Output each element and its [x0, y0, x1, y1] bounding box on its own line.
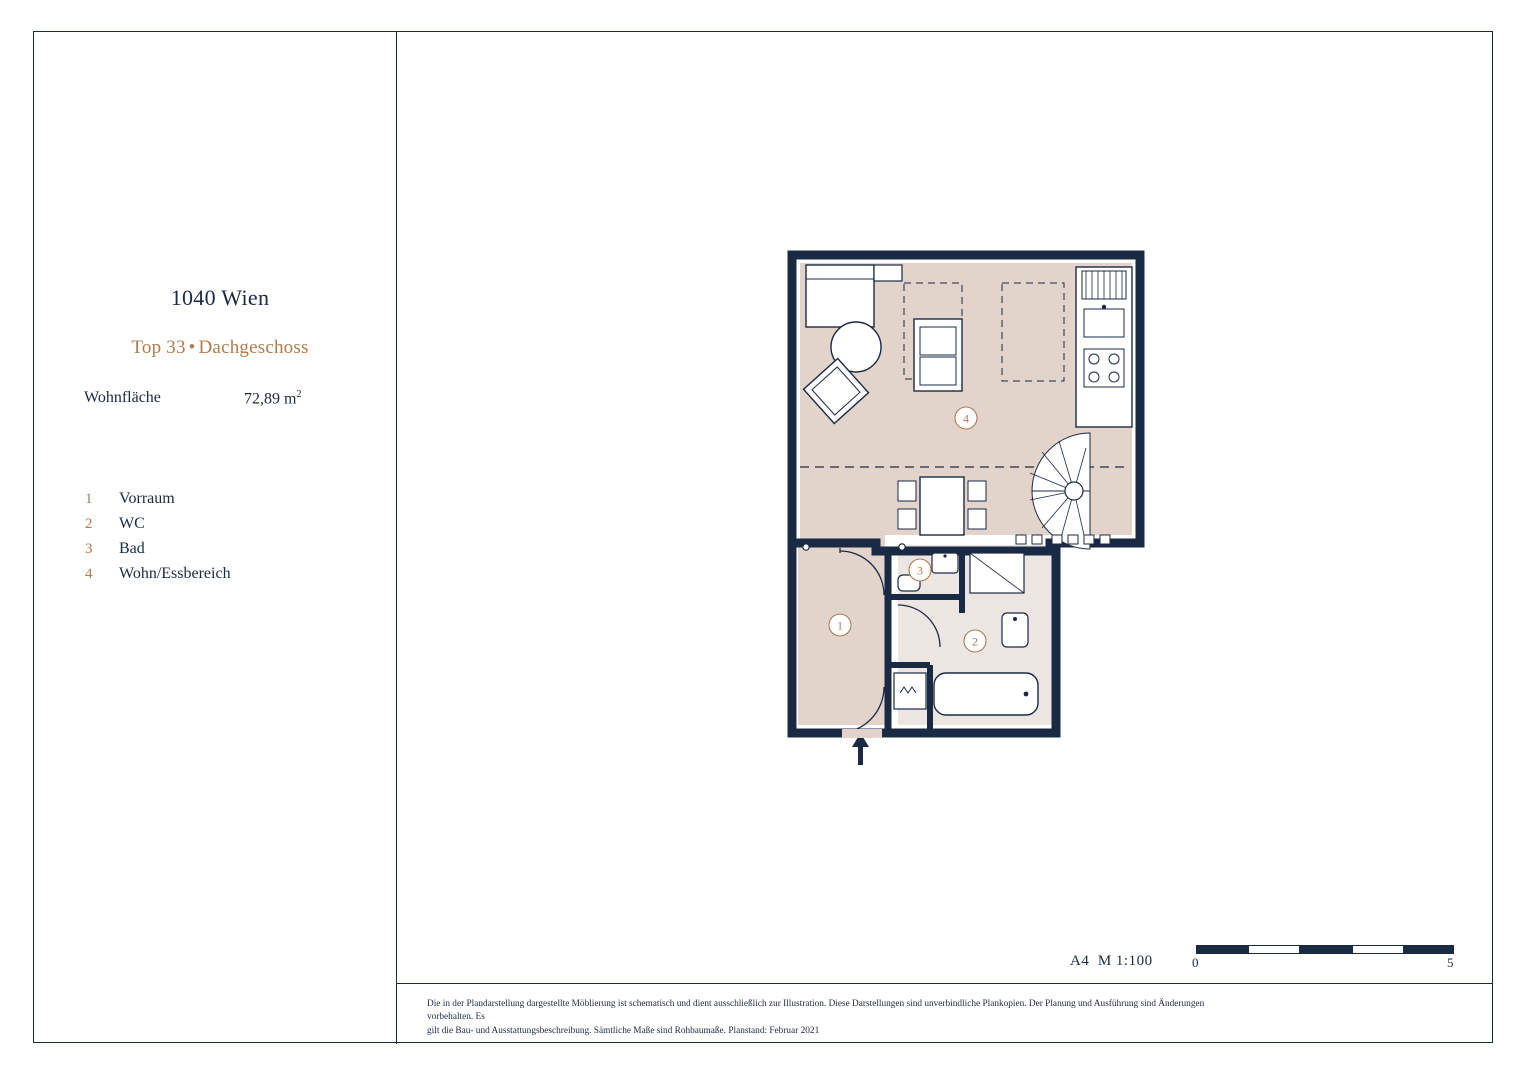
- floor-plan-drawing: [780, 245, 1160, 765]
- legend-number: 2: [85, 516, 93, 532]
- room-marker-1: [829, 614, 851, 636]
- legend-number: 4: [85, 566, 93, 582]
- title-block: [60, 285, 380, 408]
- legend-number: 1: [85, 491, 93, 507]
- nightstand: [874, 265, 902, 281]
- horizontal-divider: [396, 983, 1493, 984]
- scale-seg-4: [1352, 945, 1404, 954]
- separator-dot: •: [188, 337, 196, 358]
- legend-item-bad: [85, 540, 385, 558]
- sink-bad: [932, 553, 958, 573]
- unit-floor-label: [60, 337, 380, 359]
- scale-seg-1: [1196, 945, 1248, 954]
- legend-label: WC: [119, 515, 145, 532]
- scale-bar: [1196, 945, 1454, 954]
- room-marker-3: [909, 559, 931, 581]
- area-value: [244, 389, 301, 408]
- bed-furniture: [806, 265, 874, 327]
- sink-wc: [1002, 613, 1028, 647]
- scale-seg-3: [1300, 945, 1352, 954]
- disclaimer-note: [427, 998, 1217, 1038]
- bathtub: [934, 673, 1038, 715]
- room-marker-2: [964, 630, 986, 652]
- scale-text: [1070, 953, 1153, 970]
- unit-label: Top 33: [131, 337, 186, 358]
- legend-number: 3: [85, 541, 93, 557]
- area-label: Wohnfläche: [84, 389, 161, 406]
- entrance-door-gap: [842, 729, 882, 738]
- washing-machine: [894, 673, 926, 709]
- room-marker-4-label: 4: [963, 411, 969, 426]
- window-marker-left: [803, 544, 809, 550]
- scale-start-label: 0: [1192, 955, 1199, 970]
- legend-item-wohn-essbereich: [85, 565, 385, 583]
- paper-format-label: A4: [1070, 953, 1090, 969]
- plan-geometry: [792, 255, 1140, 765]
- scale-end-label: 5: [1447, 955, 1454, 970]
- scale-seg-2: [1248, 945, 1300, 954]
- room-legend: [85, 490, 385, 590]
- shower: [970, 553, 1024, 593]
- room-marker-3-label: 3: [917, 563, 923, 578]
- room-marker-1-label: 1: [837, 618, 843, 633]
- scale-seg-5: [1404, 945, 1454, 954]
- vertical-divider: [396, 31, 397, 1044]
- area-row: [60, 389, 380, 408]
- room-marker-2-label: 2: [972, 634, 978, 649]
- legend-label: Wohn/Essbereich: [119, 565, 231, 582]
- city-label: 1040 Wien: [170, 285, 270, 310]
- disclaimer-line-2: gilt die Bau- und Ausstattungsbeschreibung. Sämtliche Maße sind Rohbaumaße. Planstand: Februar 2021: [427, 1025, 820, 1036]
- sofa: [914, 319, 962, 391]
- room-marker-4: [955, 407, 977, 429]
- kitchen-sink: [1084, 309, 1124, 337]
- legend-item-vorraum: [85, 490, 385, 508]
- area-unit-exponent: 2: [296, 389, 302, 400]
- legend-label: Bad: [119, 540, 145, 557]
- scale-ratio-label: M 1:100: [1097, 953, 1153, 969]
- legend-item-wc: [85, 515, 385, 533]
- disclaimer-line-1: Die in der Plandarstellung dargestellte Möblierung ist schematisch und dient ausschließlich zur Illustration. Diese Darstellungen sind unverbindliche Plankopien. Der Planung und Ausführung sind Änderungen vorbehalten. Es: [427, 999, 1205, 1023]
- kitchen-hob: [1084, 349, 1124, 387]
- area-number: 72,89 m: [244, 390, 297, 408]
- window-marker-right: [899, 544, 905, 550]
- floor-label: Dachgeschoss: [198, 337, 309, 358]
- legend-label: Vorraum: [119, 490, 175, 507]
- kitchen-block: [1076, 267, 1132, 427]
